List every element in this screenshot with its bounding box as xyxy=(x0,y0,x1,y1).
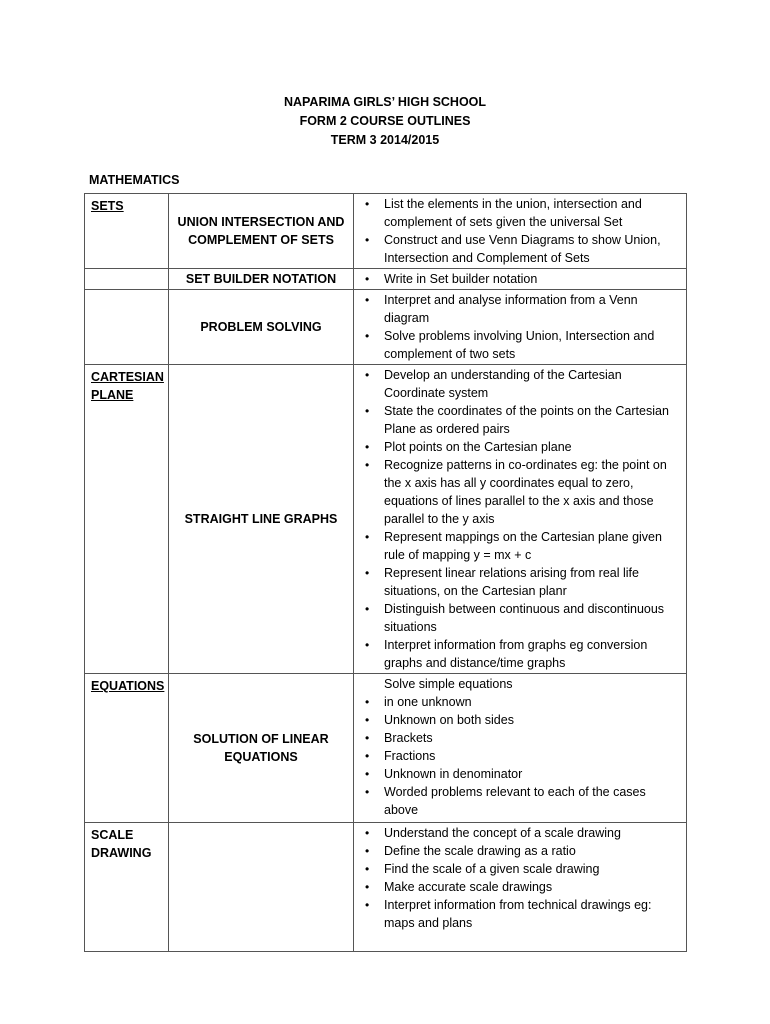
topic-cell xyxy=(169,823,354,952)
table-row xyxy=(85,365,687,674)
objective-item: • Fractions xyxy=(354,747,680,765)
topic-label: STRAIGHT LINE GRAPHS xyxy=(184,512,338,526)
objective-list xyxy=(354,366,680,672)
objective-item: • in one unknown xyxy=(354,693,680,711)
objective-list xyxy=(354,693,680,819)
objective-lead: Solve simple equations xyxy=(384,677,513,691)
objective-item: • Plot points on the Cartesian plane xyxy=(354,438,680,456)
objective-list xyxy=(354,270,680,288)
document-header xyxy=(0,93,770,150)
objective-item: • Develop an understanding of the Cartesian Coordinate system xyxy=(354,366,680,402)
section-cell xyxy=(85,823,169,952)
table-row xyxy=(85,823,687,952)
subject-heading: MATHEMATICS xyxy=(89,173,180,187)
objective-item: • Represent linear relations arising from real life situations, on the Cartesian planr xyxy=(354,564,680,600)
section-label: SETS xyxy=(91,199,124,213)
section-label: CARTESIAN xyxy=(91,370,164,384)
objective-item: • Understand the concept of a scale drawing xyxy=(354,824,680,842)
section-cell xyxy=(85,365,169,674)
objective-list xyxy=(354,824,680,932)
section-cell xyxy=(85,194,169,269)
topic-cell xyxy=(169,269,354,290)
topic-label: PROBLEM SOLVING xyxy=(200,320,322,334)
objectives-cell xyxy=(354,823,687,952)
course-title: FORM 2 COURSE OUTLINES xyxy=(299,114,471,128)
topic-label: EQUATIONS xyxy=(224,750,298,764)
objectives-cell xyxy=(354,194,687,269)
objective-item: • State the coordinates of the points on the Cartesian Plane as ordered pairs xyxy=(354,402,680,438)
topic-cell xyxy=(169,365,354,674)
objective-item: • Define the scale drawing as a ratio xyxy=(354,842,680,860)
objectives-cell xyxy=(354,674,687,823)
objective-item: • Worded problems relevant to each of the cases above xyxy=(354,783,680,819)
objective-item: • Unknown on both sides xyxy=(354,711,680,729)
objective-item: • Represent mappings on the Cartesian plane given rule of mapping y = mx + c xyxy=(354,528,680,564)
table-row xyxy=(85,269,687,290)
objective-item: • Interpret information from technical drawings eg: maps and plans xyxy=(354,896,680,932)
topic-cell xyxy=(169,194,354,269)
objective-item: • Find the scale of a given scale drawing xyxy=(354,860,680,878)
section-cell xyxy=(85,269,169,290)
section-label: PLANE xyxy=(91,388,134,402)
course-outline-table xyxy=(84,193,687,952)
section-label: EQUATIONS xyxy=(91,679,165,693)
term-label: TERM 3 2014/2015 xyxy=(330,133,440,147)
objectives-cell xyxy=(354,269,687,290)
topic-label: SOLUTION OF LINEAR xyxy=(193,732,329,746)
objectives-cell xyxy=(354,290,687,365)
table-row xyxy=(85,194,687,269)
objective-item: • Recognize patterns in co-ordinates eg: the point on the x axis has all y coordinates equal to zero, equations of lines parallel to the x axis and those parallel to the y axis xyxy=(354,456,680,528)
objective-item: • Construct and use Venn Diagrams to show Union, Intersection and Complement of Sets xyxy=(354,231,680,267)
objective-item: • Make accurate scale drawings xyxy=(354,878,680,896)
objective-item: • Unknown in denominator xyxy=(354,765,680,783)
objective-list xyxy=(354,291,680,363)
section-label: SCALE xyxy=(91,828,134,842)
section-cell xyxy=(85,674,169,823)
table-row xyxy=(85,674,687,823)
objective-item: • Interpret and analyse information from a Venn diagram xyxy=(354,291,680,327)
topic-label: UNION INTERSECTION AND xyxy=(177,215,345,229)
section-cell xyxy=(85,290,169,365)
objective-item: • Brackets xyxy=(354,729,680,747)
objective-item: • Distinguish between continuous and discontinuous situations xyxy=(354,600,680,636)
objective-list xyxy=(354,195,680,267)
objective-item: • Interpret information from graphs eg conversion graphs and distance/time graphs xyxy=(354,636,680,672)
topic-label: SET BUILDER NOTATION xyxy=(185,272,337,286)
objective-item: • Write in Set builder notation xyxy=(354,270,680,288)
objective-item: • Solve problems involving Union, Intersection and complement of two sets xyxy=(354,327,680,363)
school-name: NAPARIMA GIRLS’ HIGH SCHOOL xyxy=(283,95,487,109)
topic-cell xyxy=(169,674,354,823)
topic-label: COMPLEMENT OF SETS xyxy=(188,233,334,247)
table-row xyxy=(85,290,687,365)
objective-item: • List the elements in the union, intersection and complement of sets given the universal Set xyxy=(354,195,680,231)
section-label: DRAWING xyxy=(91,846,152,860)
objectives-cell xyxy=(354,365,687,674)
topic-cell xyxy=(169,290,354,365)
